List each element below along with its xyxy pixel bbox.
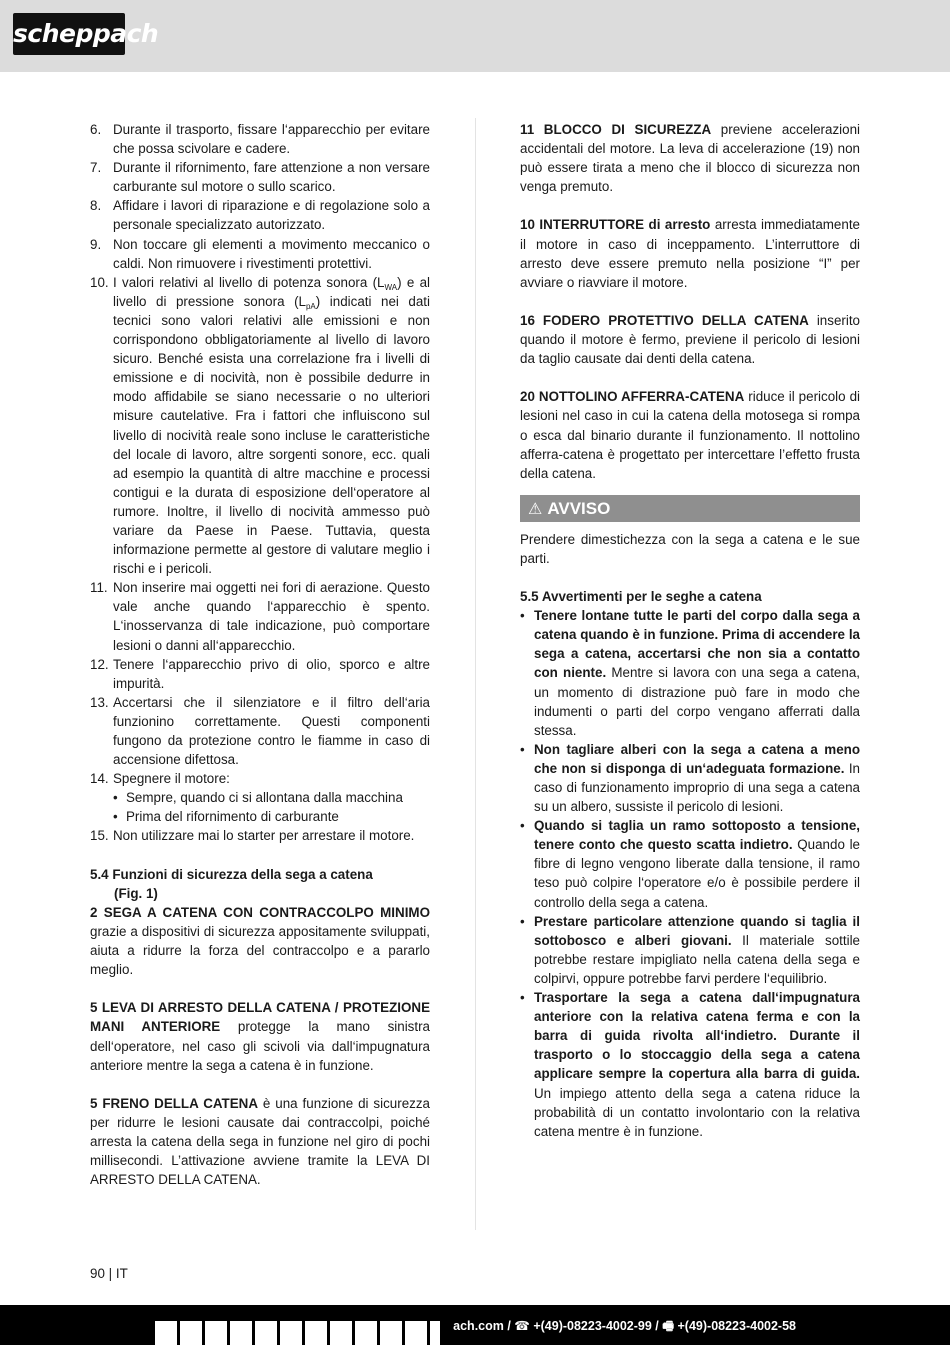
feature-paragraph: [520, 215, 860, 291]
feature-text: protegge la mano sinistra dell‘operatore, nel caso gli scivoli via dall‘impugnatura anteriore mentre la sega a catena è in funzione.: [90, 1019, 430, 1073]
sub-list-item: [90, 788, 430, 807]
item-number: 15.: [90, 828, 109, 844]
feature-text: previene accelerazioni accidentali del motore. La leva di accelerazione (19) non può essere tirata a meno che il blocco di sicurezza non venga premuto.: [520, 122, 860, 195]
bullet: •: [520, 818, 525, 834]
item-text: Non inserire mai oggetti nei fori di aerazione. Questo vale anche quando l‘apparecchio è spento. L‘inosservanza di tale indicazione, può comportare lesioni o danni all‘apparecchio.: [113, 580, 430, 653]
list-item: [90, 826, 430, 845]
bullet-bold: Non tagliare alberi con la sega a catena a meno che non si disponga di un‘adeguata formazione.: [534, 741, 860, 776]
item-number: 11.: [90, 580, 108, 596]
bullet-text: Quando le fibre di legno vengono liberate dalla tensione, il ramo teso può colpire l‘operatore e/o è possibile perdere il controllo della sega a catena.: [534, 837, 861, 910]
footer-contact: ach.com / ☎ +(49)-08223-4002-99 / 🖷 +(49)-08223-4002-58: [453, 1319, 796, 1333]
bullet-text: Il materiale sottile potrebbe restare impigliato nella catena della sega e colpirvi, oppure potrebbe farvi perdere l‘equilibrio.: [534, 932, 860, 986]
list-item: [90, 235, 430, 273]
warning-bullet: [520, 740, 860, 816]
item-number: 10.: [90, 274, 109, 290]
bullet-text: Un impiego attento della sega a catena riduce la probabilità di un contatto involontario con la relativa catena mentre è in funzione.: [534, 1085, 860, 1139]
sub-list-item: [90, 807, 430, 826]
list-item-noise: [90, 273, 430, 579]
feature-paragraph: [90, 903, 430, 979]
bullet-text: Mentre si lavora con una sega a catena, un momento di distrazione può fare in modo che indumenti o parti del corpo vengano afferrati dalla stessa.: [534, 665, 860, 738]
sub-item-text: Sempre, quando ci si allontana dalla macchina: [126, 790, 403, 806]
feature-paragraph: [520, 387, 860, 482]
subscript: pA: [305, 301, 316, 311]
bullet-bold: Prestare particolare attenzione quando si taglia il sottobosco e alberi giovani.: [534, 913, 860, 948]
item-text: Affidare i lavori di riparazione e di regolazione solo a personale specializzato autorizzato.: [113, 198, 430, 233]
footer-bar: [0, 1305, 950, 1345]
warning-bullet: [520, 988, 860, 1141]
sub-item-text: Prima del rifornimento di carburante: [126, 809, 339, 825]
warning-triangle-icon: ⚠: [528, 500, 543, 518]
header-band: [0, 0, 950, 72]
footer-glitch-strip: [155, 1321, 440, 1345]
feature-paragraph: [520, 120, 860, 196]
item-number: 8.: [90, 198, 102, 214]
page-number: [90, 1266, 128, 1281]
brand-logo: scheppach: [13, 13, 125, 55]
item-text: Non toccare gli elementi a movimento meccanico o caldi. Non rimuovere i rivestimenti protettivi.: [113, 236, 430, 271]
feature-title: 2 SEGA A CATENA CON CONTRACCOLPO MINIMO: [90, 904, 430, 920]
bullet: •: [520, 913, 525, 929]
list-item: [90, 769, 430, 788]
feature-text: grazie a dispositivi di sicurezza appositamente sviluppati, aiuta a ridurre la forza del contraccolpo e a pararlo meglio.: [90, 923, 430, 978]
list-item: [90, 196, 430, 234]
item-number: 7.: [90, 160, 102, 176]
item-text: Non utilizzare mai lo starter per arrestare il motore.: [113, 828, 415, 844]
bullet-text: In caso di funzionamento improprio di una sega a catena su un albero, sussiste il pericolo di lesioni.: [534, 760, 860, 815]
bullet-bold: Tenere lontane tutte le parti del corpo dalla sega a catena quando è in funzione. Prima di accendere la sega a catena, accertarsi che non sia a contatto con niente.: [534, 608, 860, 681]
feature-title: 11 BLOCCO DI SICUREZZA: [520, 122, 712, 137]
warning-banner: [520, 495, 860, 522]
item-text: Accertarsi che il silenziatore e il filtro dell‘aria funzionino correttamente. Questi componenti fungono da protezione contro le fiamme in caso di accensione difettosa.: [113, 694, 430, 768]
warning-label: AVVISO: [547, 498, 611, 518]
item-text: I valori relativi al livello di potenza sonora (L: [113, 274, 385, 290]
warning-bullet: [520, 606, 860, 740]
bullet: •: [520, 990, 525, 1006]
feature-title: 10 INTERRUTTORE di arresto: [520, 217, 711, 233]
feature-title: 5 FRENO DELLA CATENA: [90, 1095, 258, 1111]
feature-text: inserito quando il motore è fermo, previene il pericolo di lesioni da taglio causate dai denti della catena.: [520, 312, 860, 367]
bullet: •: [113, 790, 118, 806]
list-item: [90, 158, 430, 196]
item-number: 9.: [90, 236, 102, 252]
list-item: [90, 120, 430, 158]
section-heading-fig: (Fig. 1): [114, 885, 158, 901]
section-heading: 5.5 Avvertimenti per le seghe a catena: [520, 589, 762, 605]
subscript: WA: [384, 282, 398, 292]
column-divider: [475, 118, 476, 1230]
bullet: •: [520, 608, 525, 624]
feature-title: 5 LEVA DI ARRESTO DELLA CATENA / PROTEZIONE MANI ANTERIORE: [90, 1000, 430, 1035]
bullet: •: [113, 809, 118, 825]
bullet-bold: Quando si taglia un ramo sottoposto a tensione, tenere conto che questo scatta indietro.: [534, 818, 860, 853]
feature-paragraph: [520, 311, 860, 368]
feature-title: 16 FODERO PROTETTIVO DELLA CATENA: [520, 312, 809, 328]
warning-bullet: [520, 912, 860, 988]
feature-paragraph: [90, 1094, 430, 1189]
item-text: Tenere l‘apparecchio privo di olio, sporco e altre impurità.: [113, 656, 430, 691]
item-text: Durante il trasporto, fissare l‘apparecchio per evitare che possa scivolare e cadere.: [113, 122, 430, 157]
page-number-value: 90: [90, 1266, 105, 1281]
item-number: 13.: [90, 694, 109, 710]
item-text: ) indicati nei dati tecnici sono valori relativi alle emissioni e non corrispondono obbligatoriamente al livello di lavoro sicuro. Benché esista una correlazione fra i livelli di emissione e di nocività, non è possibile dedurre in modo affidabile se siano necessarie o no ulteriori misure cautelative. Fra i fattori che influiscono sul livello di nocività reale sono incluse le caratteristiche del locale di lavoro, altre sorgenti sonore, ecc. quali ad esempio la quantità di altre macchine e processi contigui e la durata di esposizione dell‘operatore al rumore. Inoltre, il livello di nocività ammesso può variare da Paese in Paese. Tuttavia, questa informazione permette al gestore di valutare meglio i rischi e i pericoli.: [113, 293, 430, 577]
page-language: IT: [115, 1266, 128, 1281]
feature-text: arresta immediatamente il motore in caso di inceppamento. L’interruttore di arresto deve essere premuto nella posizione “I” per avviare o riavviare il motore.: [520, 217, 860, 290]
left-column: [90, 120, 430, 1189]
item-number: 14.: [90, 771, 109, 787]
feature-title: 20 NOTTOLINO AFFERRA-CATENA: [520, 389, 745, 405]
item-text: Spegnere il motore:: [113, 771, 230, 787]
feature-paragraph: [90, 998, 430, 1074]
warning-text: Prendere dimestichezza con la sega a catena e le sue parti.: [520, 531, 860, 566]
item-number: 6.: [90, 122, 102, 137]
section-heading: 5.4 Funzioni di sicurezza della sega a catena: [90, 866, 373, 882]
bullet: •: [520, 741, 525, 757]
list-item: [90, 693, 430, 769]
item-text: ) e al livello di pressione sonora (L: [113, 274, 430, 309]
item-number: 12.: [90, 656, 109, 672]
page-separator: |: [108, 1266, 113, 1281]
feature-text: è una funzione di sicurezza per ridurre le lesioni causate dai contraccolpi, poiché arresta la catena della sega in funzione nel giro di pochi millisecondi. L’attivazione avviene tramite la LEVA DI ARRESTO DELLA CATENA.: [90, 1095, 430, 1188]
warning-bullet: [520, 816, 860, 911]
list-item: [90, 655, 430, 693]
feature-text: riduce il pericolo di lesioni nel caso in cui la catena della motosega si rompa o esca dal binario durante il funzionamento. Il nottolino afferra-catena è progettato per intercettare l’effetto frusta della catena.: [520, 389, 861, 481]
right-column: [520, 120, 860, 1141]
list-item: [90, 578, 430, 654]
bullet-bold: Trasportare la sega a catena dall‘impugnatura anteriore con la relativa catena ferma e con la barra di guida rivolta all‘indietro. Durante il trasporto o lo stoccaggio della sega a catena applicare sempre la copertura alla barra di guida.: [534, 990, 860, 1082]
item-text: Durante il rifornimento, fare attenzione a non versare carburante sul motore o sullo scarico.: [113, 160, 430, 195]
